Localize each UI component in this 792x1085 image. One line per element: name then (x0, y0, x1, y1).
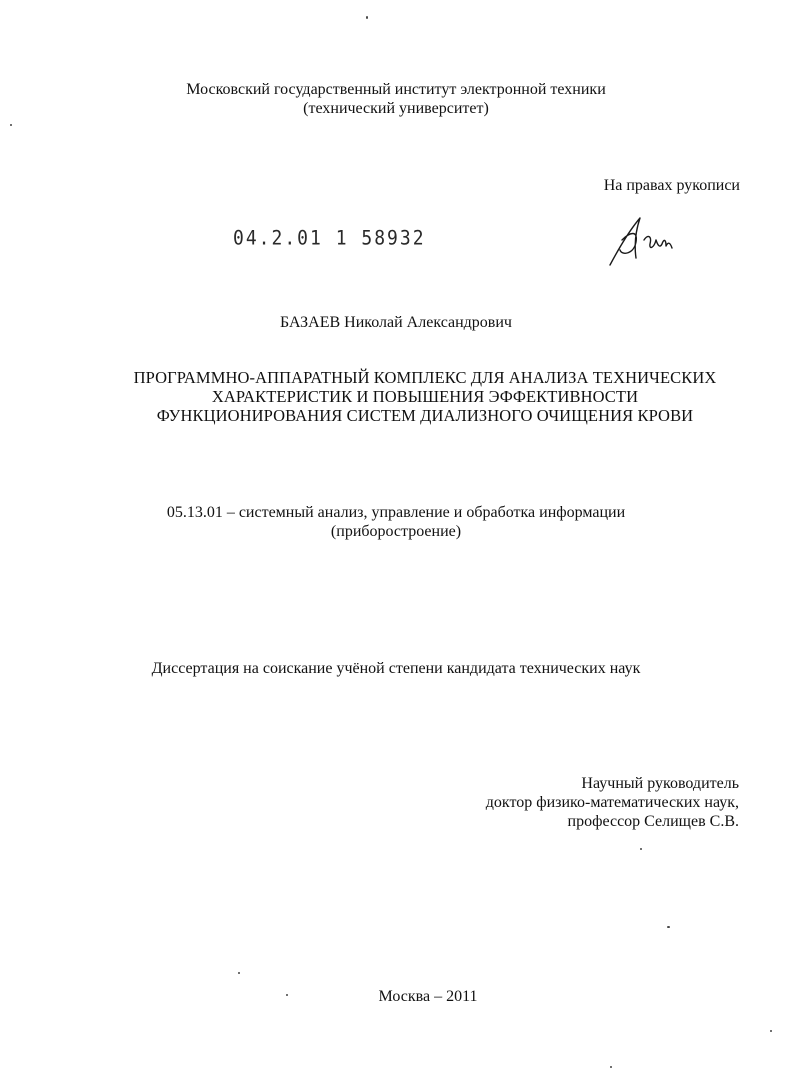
specialty (0, 503, 792, 541)
supervisor-degree: доктор физико-математических наук, (485, 794, 739, 811)
scan-speck (10, 124, 12, 126)
specialty-field: (приборостроение) (330, 523, 462, 540)
supervisor-block (486, 774, 739, 831)
title-line: ПРОГРАММНО-АППАРАТНЫЙ КОМПЛЕКС ДЛЯ АНАЛИЗА ТЕХНИЧЕСКИХ (133, 368, 717, 387)
scan-speck (610, 1066, 612, 1068)
scan-speck (286, 994, 288, 996)
title-line: ХАРАКТЕРИСТИК И ПОВЫШЕНИЯ ЭФФЕКТИВНОСТИ (211, 387, 639, 406)
author-name: БАЗАЕВ Николай Александрович (280, 314, 512, 331)
specialty-code: 05.13.01 – системный анализ, управление и обработка информации (166, 504, 626, 521)
registration-stamp: 04.2.01 1 58932 (233, 226, 426, 251)
scan-speck (238, 972, 240, 974)
scan-speck (366, 16, 368, 19)
scan-speck (667, 926, 670, 928)
institution-name: Московский государственный институт электронной техники (186, 81, 606, 98)
institution-header (0, 80, 792, 118)
thesis-title (90, 368, 760, 425)
scan-speck (770, 1030, 772, 1032)
title-line: ФУНКЦИОНИРОВАНИЯ СИСТЕМ ДИАЛИЗНОГО ОЧИЩЕНИЯ КРОВИ (156, 406, 694, 425)
signature-icon (600, 210, 690, 270)
supervisor-name: профессор Селищев С.В. (567, 813, 739, 830)
supervisor-role: Научный руководитель (581, 775, 739, 792)
manuscript-note: На правах рукописи (603, 177, 740, 194)
institution-subtitle: (технический университет) (303, 100, 489, 117)
scan-speck (640, 848, 642, 850)
degree-statement: Диссертация на соискание учёной степени кандидата технических наук (151, 660, 641, 677)
place-year: Москва – 2011 (378, 988, 478, 1005)
